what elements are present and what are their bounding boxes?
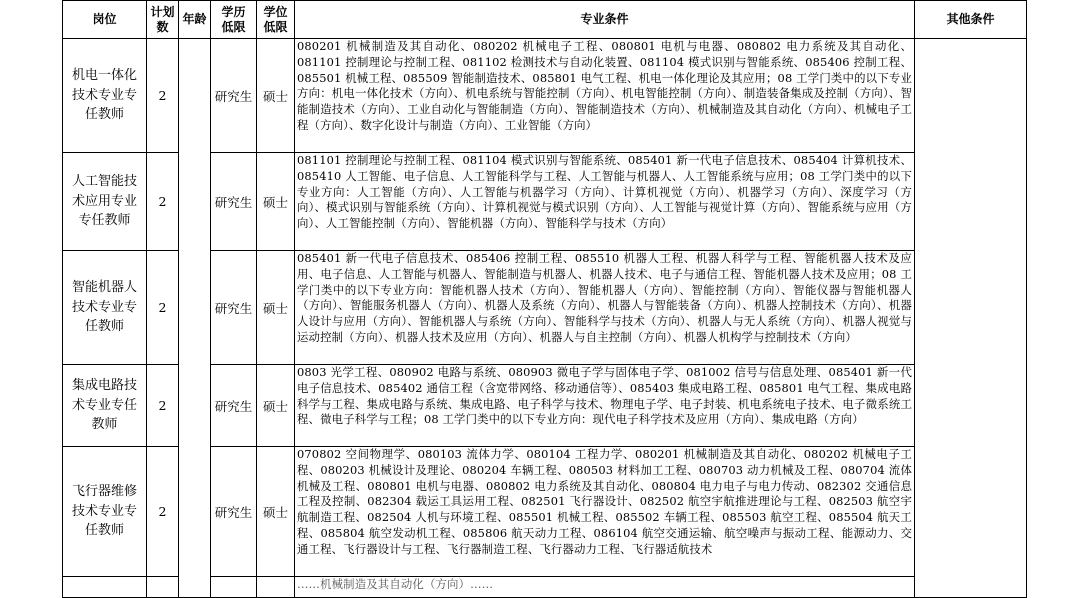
major-cell: 085401 新一代电子信息技术、085406 控制工程、085510 机器人工程、机器人科学与工程、智能机器人技术及应用、电子信息、人工智能与机器人、智能制造与机器人、机器人技术、电子与通信工程、智能机器人技术及应用；08 工学门类中的以下专业方向：智能机器人技术（方向）、智能机器人（方向）、智能控制（方向）、智能仪器与智能机器人（方向）、智能服务机器人（方向）、机器人及系统（方向）、机器人与智能装备（方向）、机器人控制技术（方向）、机器人设计与应用（方向）、智能机器人与系统（方向）、智能科学与技术（方向）、机器人与无人系统（方向）、机器人视觉与运动控制（方向）、机器人技术及应用（方向）、机器人与自主控制（方向）、机器人机构学与控制技术（方向） — [295, 251, 915, 365]
position-cell: 机电一体化技术专业专任教师 — [63, 39, 147, 153]
count-cell: 2 — [147, 251, 179, 365]
position-cell: 人工智能技术应用专业专任教师 — [63, 153, 147, 251]
other-cell — [915, 39, 1027, 598]
degree-cell — [257, 577, 295, 598]
degree-cell: 硕士 — [257, 39, 295, 153]
header-position: 岗位 — [63, 1, 147, 39]
count-cell: 2 — [147, 365, 179, 447]
position-cell — [63, 577, 147, 598]
degree-cell: 硕士 — [257, 251, 295, 365]
degree-cell: 硕士 — [257, 153, 295, 251]
education-cell: 研究生 — [211, 251, 257, 365]
education-cell — [211, 577, 257, 598]
header-education-min: 学历低限 — [211, 1, 257, 39]
header-other: 其他条件 — [915, 1, 1027, 39]
header-major: 专业条件 — [295, 1, 915, 39]
position-cell: 飞行器维修技术专业专任教师 — [63, 447, 147, 577]
count-cell: 2 — [147, 447, 179, 577]
table-row — [63, 39, 1027, 153]
education-cell: 研究生 — [211, 365, 257, 447]
education-cell: 研究生 — [211, 447, 257, 577]
major-cell: 070802 空间物理学、080103 流体力学、080104 工程力学、080201 机械制造及其自动化、080202 机械电子工程、080203 机械设计及理论、080204 车辆工程、080503 材料加工工程、080703 动力机械及工程、080704 流体机械及工程、080801 电机与电器、080802 电力系统及其自动化、080804 电力电子与电力传动、082302 交通信息工程及控制、082304 载运工具运用工程、082501 飞行器设计、082502 航空宇航推进理论与工程、082503 航空宇航制造工程、082504 人机与环境工程、085501 机械工程、085502 车辆工程、085503 航空工程、085504 航天工程、085804 航空发动机工程、085806 航天动力工程、086104 航空交通运输、航空噪声与振动工程、能源动力、交通工程、飞行器设计与工程、飞行器制造工程、飞行器动力工程、飞行器适航技术 — [295, 447, 915, 577]
table-header-row — [63, 1, 1027, 39]
position-cell: 智能机器人技术专业专任教师 — [63, 251, 147, 365]
position-cell: 集成电路技术专业专任教师 — [63, 365, 147, 447]
education-cell: 研究生 — [211, 153, 257, 251]
major-cell-partial: ……机械制造及其自动化（方向）…… — [295, 577, 915, 598]
major-cell: 080201 机械制造及其自动化、080202 机械电子工程、080801 电机与电器、080802 电力系统及其自动化、081101 控制理论与控制工程、081102 检测技术与自动化装置、081104 模式识别与智能系统、085406 控制工程、085501 机械工程、085509 智能制造技术、085801 电气工程、机电一体化理论及其应用；08 工学门类中的以下专业方向：机电一体化技术（方向）、机电系统与智能控制（方向）、机电智能控制（方向）、制造装备集成及控制（方向）、智能制造技术（方向）、工业自动化与智能制造（方向）、智能制造技术（方向）、机械制造及其自动化（方向）、机械电子工程（方向）、数字化设计与制造（方向）、工业智能（方向） — [295, 39, 915, 153]
age-cell — [179, 39, 211, 598]
count-cell — [147, 577, 179, 598]
header-age: 年龄 — [179, 1, 211, 39]
count-cell: 2 — [147, 153, 179, 251]
count-cell: 2 — [147, 39, 179, 153]
degree-cell: 硕士 — [257, 365, 295, 447]
education-cell: 研究生 — [211, 39, 257, 153]
header-degree-min: 学位低限 — [257, 1, 295, 39]
recruitment-table — [62, 0, 1027, 598]
degree-cell: 硕士 — [257, 447, 295, 577]
major-cell: 081101 控制理论与控制工程、081104 模式识别与智能系统、085401 新一代电子信息技术、085404 计算机技术、085410 人工智能、电子信息、人工智能科学与工程、人工智能与机器人、人工智能系统与应用；08 工学门类中的以下专业方向：人工智能（方向）、人工智能与机器学习（方向）、计算机视觉（方向）、机器学习（方向）、深度学习（方向）、模式识别与智能系统（方向）、计算机视觉与模式识别（方向）、人工智能与视觉计算（方向）、智能系统与应用（方向）、人工智能控制（方向）、智能机器（方向）、智能科学与技术（方向） — [295, 153, 915, 251]
header-plan-count: 计划数 — [147, 1, 179, 39]
major-cell: 0803 光学工程、080902 电路与系统、080903 微电子学与固体电子学、081002 信号与信息处理、085401 新一代电子信息技术、085402 通信工程（含宽带网络、移动通信等）、085403 集成电路工程、085801 电气工程、集成电路科学与工程、集成电路与系统、集成电路、电子科学与技术、物理电子学、电子封装、机电系统电子技术、电子微系统工程、微电子科学与工程；08 工学门类中的以下专业方向：现代电子科学技术及应用（方向）、集成电路（方向） — [295, 365, 915, 447]
